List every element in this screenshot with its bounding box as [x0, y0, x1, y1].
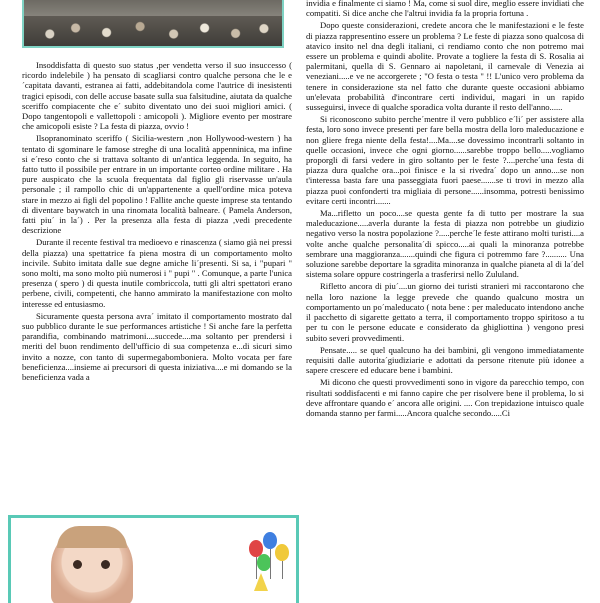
paragraph: Si riconoscono subito perche´mentre il vero pubblico e´li´ per assistere alla festa, loro sono invece presenti per fare bella mostra della loro maleducazione e non gliere frega niente della festa!....Ma....se dovessimo incontrarli soltanto in quelle occasioni, invece che ogni giorno......sarebbe troppo bello.....vogliamo proporgli di farsi vedere in giro soltanto per le feste ?....perche´una festa di piazza dura qualche ora...poi finisce e la si rivedra´ dopo un anno....se non t'interessa basta fare una passeggiata fuori paese.......se ti trovi in mezzo alla piazza puoi confonderti tra migliaia di persone......insomma, potresti benissimo evitare certi incontri....... — [306, 114, 584, 206]
balloon-icon — [275, 544, 289, 561]
paragraph: Sicuramente questa persona avra´ imitato il comportamento mostrato dal suo pubblico durante le sue performances artistiche ! Si anche fare la perfetta parandifia, combinando matrimoni....succede....ma soltanto per prendersi i meriti del buon rendimento dell'ufficio di sua competenza e...di sicuri simo invito a nozze, con tanto di supermegabomboniera. Molto vocata per fare beneficienza....insieme ai precursori di questa iniziativa....e mi domando se la beneficienza vada a — [22, 310, 292, 383]
top-photo-crowd — [22, 0, 284, 48]
baby-image — [51, 526, 133, 603]
paragraph: Dopo queste considerazioni, credete ancora che le manifestazioni e le feste di piazza rappresentino essere un problema ? Le feste di piazza sono qualcosa di atavico insito nel dna degli italiani, ci rendiamo conto che non potremo mai essere un problema e quindi abolite. Provate a togliere la festa di S. Rosalia ai palermitani, quella di S. Gennaro ai napoletani, il carnevale di Venezia ai veneziani.....e ve ne accorgerete ; "O festa o testa " !! L'unico vero problema da tenere in considerazione sta nel fatto che durante queste occasioni abbiamo un'elevata probabilità d'incontrare certi individui, magari in un rapido susseguirsi, invece di qualche sporadica volta durante il resto dell'anno...... — [306, 20, 584, 113]
paragraph: invidia e finalmente ci siamo ! Ma, come si suol dire, meglio essere invidiati che compatiti. Si dice anche che l'altrui invidia fa la propria fortuna . — [306, 0, 584, 19]
left-column — [22, 60, 292, 382]
paragraph: Pensate..... se quel qualcuno ha dei bambini, gli vengono immediatamente requisiti dalle autorita´giudiziarie e adottati da persone ritenute più idonee a sapere crescere ed educare bene i bambini. — [306, 344, 584, 376]
paragraph: Mi dicono che questi provvedimenti sono in vigore da parecchio tempo, con risultati soddisfacenti e mi fanno capire che per risolvere bene il problema, lo si deve affrontare quando e´ ancora alle origini. .... Con trepidazione intuisco quale domanda stanno per farmi.....Ancora qualche secondo.....Ci — [306, 377, 584, 418]
paragraph: Insoddisfatta di questo suo status ,per vendetta verso il suo insuccesso ( ricordo indelebile ) ha pensato di scagliarsi contro qualche persona che le e´capitata davanti, estranea ai fatti, addebitandola come l'autrice di inesistenti tragici episodi, con delle accuse basate sulla sua falsitudine, aiutata da qualche sceriffo compiacente che e´ subito diventato uno dei suoi migliori amici. ( Dopo tangentopoli e vallettopoli : amicopoli ). Migliore evento per mostrare che amicopoli esiste ? La festa di piazza, ovvio ! — [22, 60, 292, 132]
paragraph: Rifletto ancora di piu´....un giorno dei turisti stranieri mi raccontarono che nella loro nazione la legge prevede che quando qualcuno mostra un comportamento un po´maleducato ( nota bene : per maleducato intendono anche il pacchetto di sigarette gettato a terra, il comportamento troppo spiritoso a tu per tu con le persone educate e considerato da ghigliottina ) vengono presi subito severi provvedimenti. — [306, 281, 584, 343]
paragraph: Durante il recente festival tra medioevo e rinascenza ( siamo già nei pressi della piazza) una spettatrice fa piena mostra di un comportamento molto incivile. Subito imitata dalle sue degne amiche li´presenti. Si sa, i "pupari " sono molti, ma sono molto più numerosi i " pupi " . Comunque, a parte l'unica presenza ( spero ) di questa inutile combriccola, tutti gli altri spettatori erano perbene, civili, competenti, che hanno ammirato la manifestazione con molto interesse ed entusiasmo. — [22, 237, 292, 309]
right-column — [306, 0, 584, 418]
paragraph: Ma...rifletto un poco....se questa gente fa di tutto per mostrare la sua maleducazione.....averla durante la festa di piazza non potrebbe un giudizio negativo verso la nostra popolazione ?.....perche´le feste attirano molti turisti....a volte anche qualche personalita´di spicco.....ai quali la minoranza potrebbe sembrare una maggioranza.......quindi che figura ci potremmo fare ?.......... Una soluzione sarebbe deportare la sgradita minoranza in qualche pianeta al di la´del sistema solare oppure costringerla a trasferirsi nello Zululand. — [306, 208, 584, 280]
paragraph: Ilsopranominato sceriffo ( Sicilia-western ,non Hollywood-western ) ha tentato di sgominare le famose streghe di una località appenninica, ma infine si e´reso conto che si trattava soltanto di un'antica leggenda. In seguito, ha fatto tutto il possibile per entrare in un importante corteo ordine militare . Ha pure auspicato che la scuola frequentata dal figlio gli riservasse un'aula personale ; il rampollo chic di un'appartenente a quell'ordine mica poteva stare in mezzo ai figli del popolino ! Fallite anche queste imprese sta tentando di diventare baywatch in una rinomata località balneare. ( Pamela Anderson, fatti piu´ in la´) . Per la presenza alla festa di piazza ,vedi precedente descrizione — [22, 133, 292, 236]
balloon-icon — [263, 532, 277, 549]
balloon-icon — [257, 554, 271, 571]
